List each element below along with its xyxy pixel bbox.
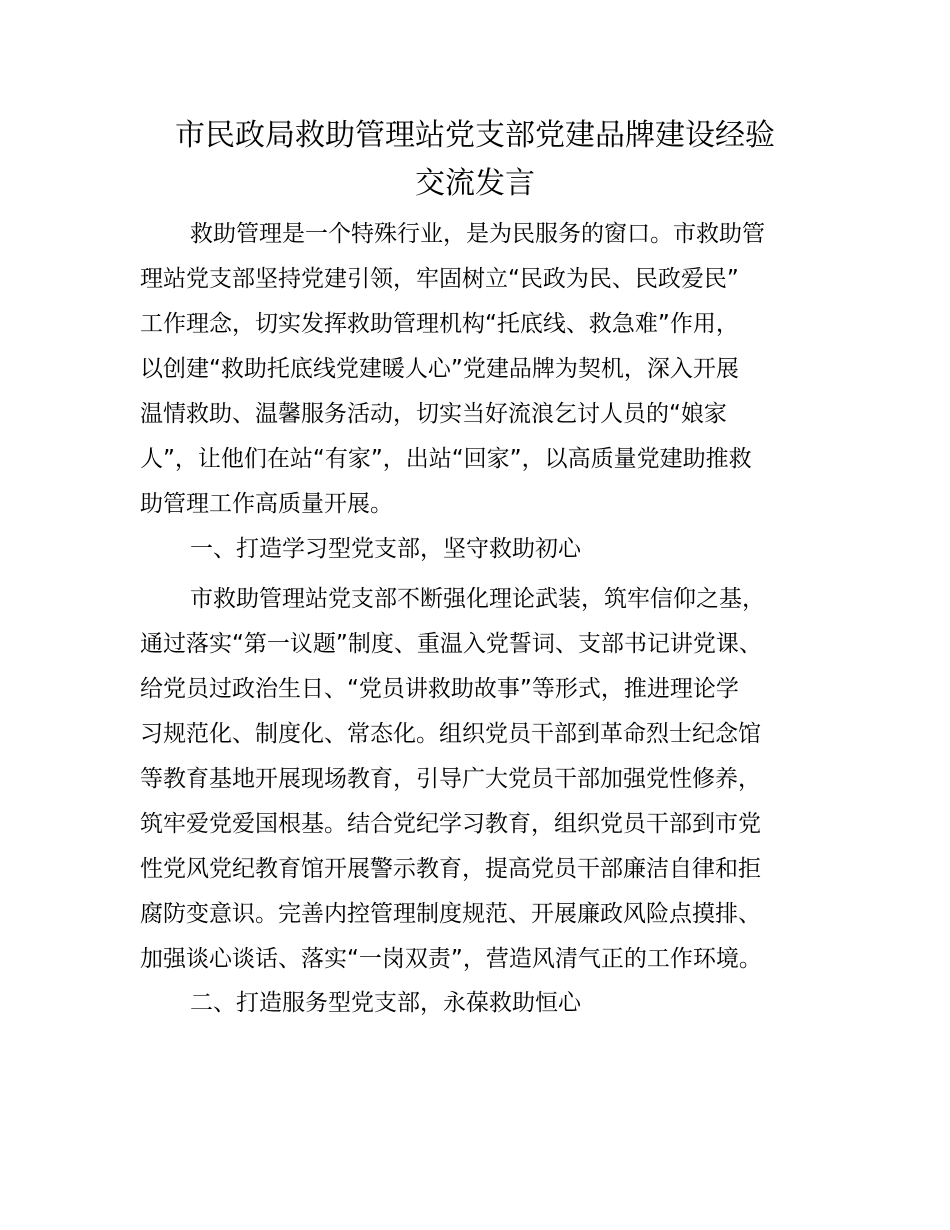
section-heading-1 — [140, 527, 824, 572]
text-line: 温情救助、温馨服务活动，切实当好流浪乞讨人员的“娘家 — [140, 401, 727, 427]
title-line-2: 交流发言 — [415, 166, 535, 201]
text-line: 人”，让他们在站“有家”，出站“回家”，以高质量党建助推救 — [140, 446, 752, 472]
text-line: 等教育基地开展现场教育，引导广大党员干部加强党性修养， — [140, 766, 761, 792]
text-line: 救助管理是一个特殊行业，是为民服务的窗口。市救助管 — [190, 221, 765, 247]
paragraph-section-1 — [140, 577, 824, 982]
text-line: 筑牢爱党爱国根基。结合党纪学习教育，组织党员干部到市党 — [140, 811, 761, 837]
text-line: 市救助管理站党支部不断强化理论武装，筑牢信仰之基， — [190, 586, 765, 612]
text-line: 加强谈心谈话、落实“一岗双责”，营造风清气正的工作环境。 — [140, 946, 762, 972]
text-line: 助管理工作高质量开展。 — [140, 491, 393, 517]
text-line: 以创建“救助托底线党建暖人心”党建品牌为契机，深入开展 — [140, 356, 739, 382]
text-line: 腐防变意识。完善内控管理制度规范、开展廉政风险点摸排、 — [140, 901, 761, 927]
section-heading-2 — [140, 981, 824, 1026]
heading-text: 一、打造学习型党支部，坚守救助初心 — [190, 536, 581, 562]
text-line: 性党风党纪教育馆开展警示教育，提高党员干部廉洁自律和拒 — [140, 856, 761, 882]
paragraph-intro — [140, 212, 824, 527]
text-line: 给党员过政治生日、“党员讲救助故事”等形式，推进理论学 — [140, 676, 739, 702]
text-line: 工作理念，切实发挥救助管理机构“托底线、救急难”作用， — [140, 311, 739, 337]
text-line: 理站党支部坚持党建引领，牢固树立“民政为民、民政爱民” — [140, 266, 739, 292]
heading-text: 二、打造服务型党支部，永葆救助恒心 — [190, 990, 581, 1016]
text-line: 习规范化、制度化、常态化。组织党员干部到革命烈士纪念馆 — [140, 721, 761, 747]
text-line: 通过落实“第一议题”制度、重温入党誓词、支部书记讲党课、 — [140, 631, 762, 657]
title-line-1: 市民政局救助管理站党支部党建品牌建设经验 — [175, 118, 775, 153]
document-title — [140, 112, 810, 208]
